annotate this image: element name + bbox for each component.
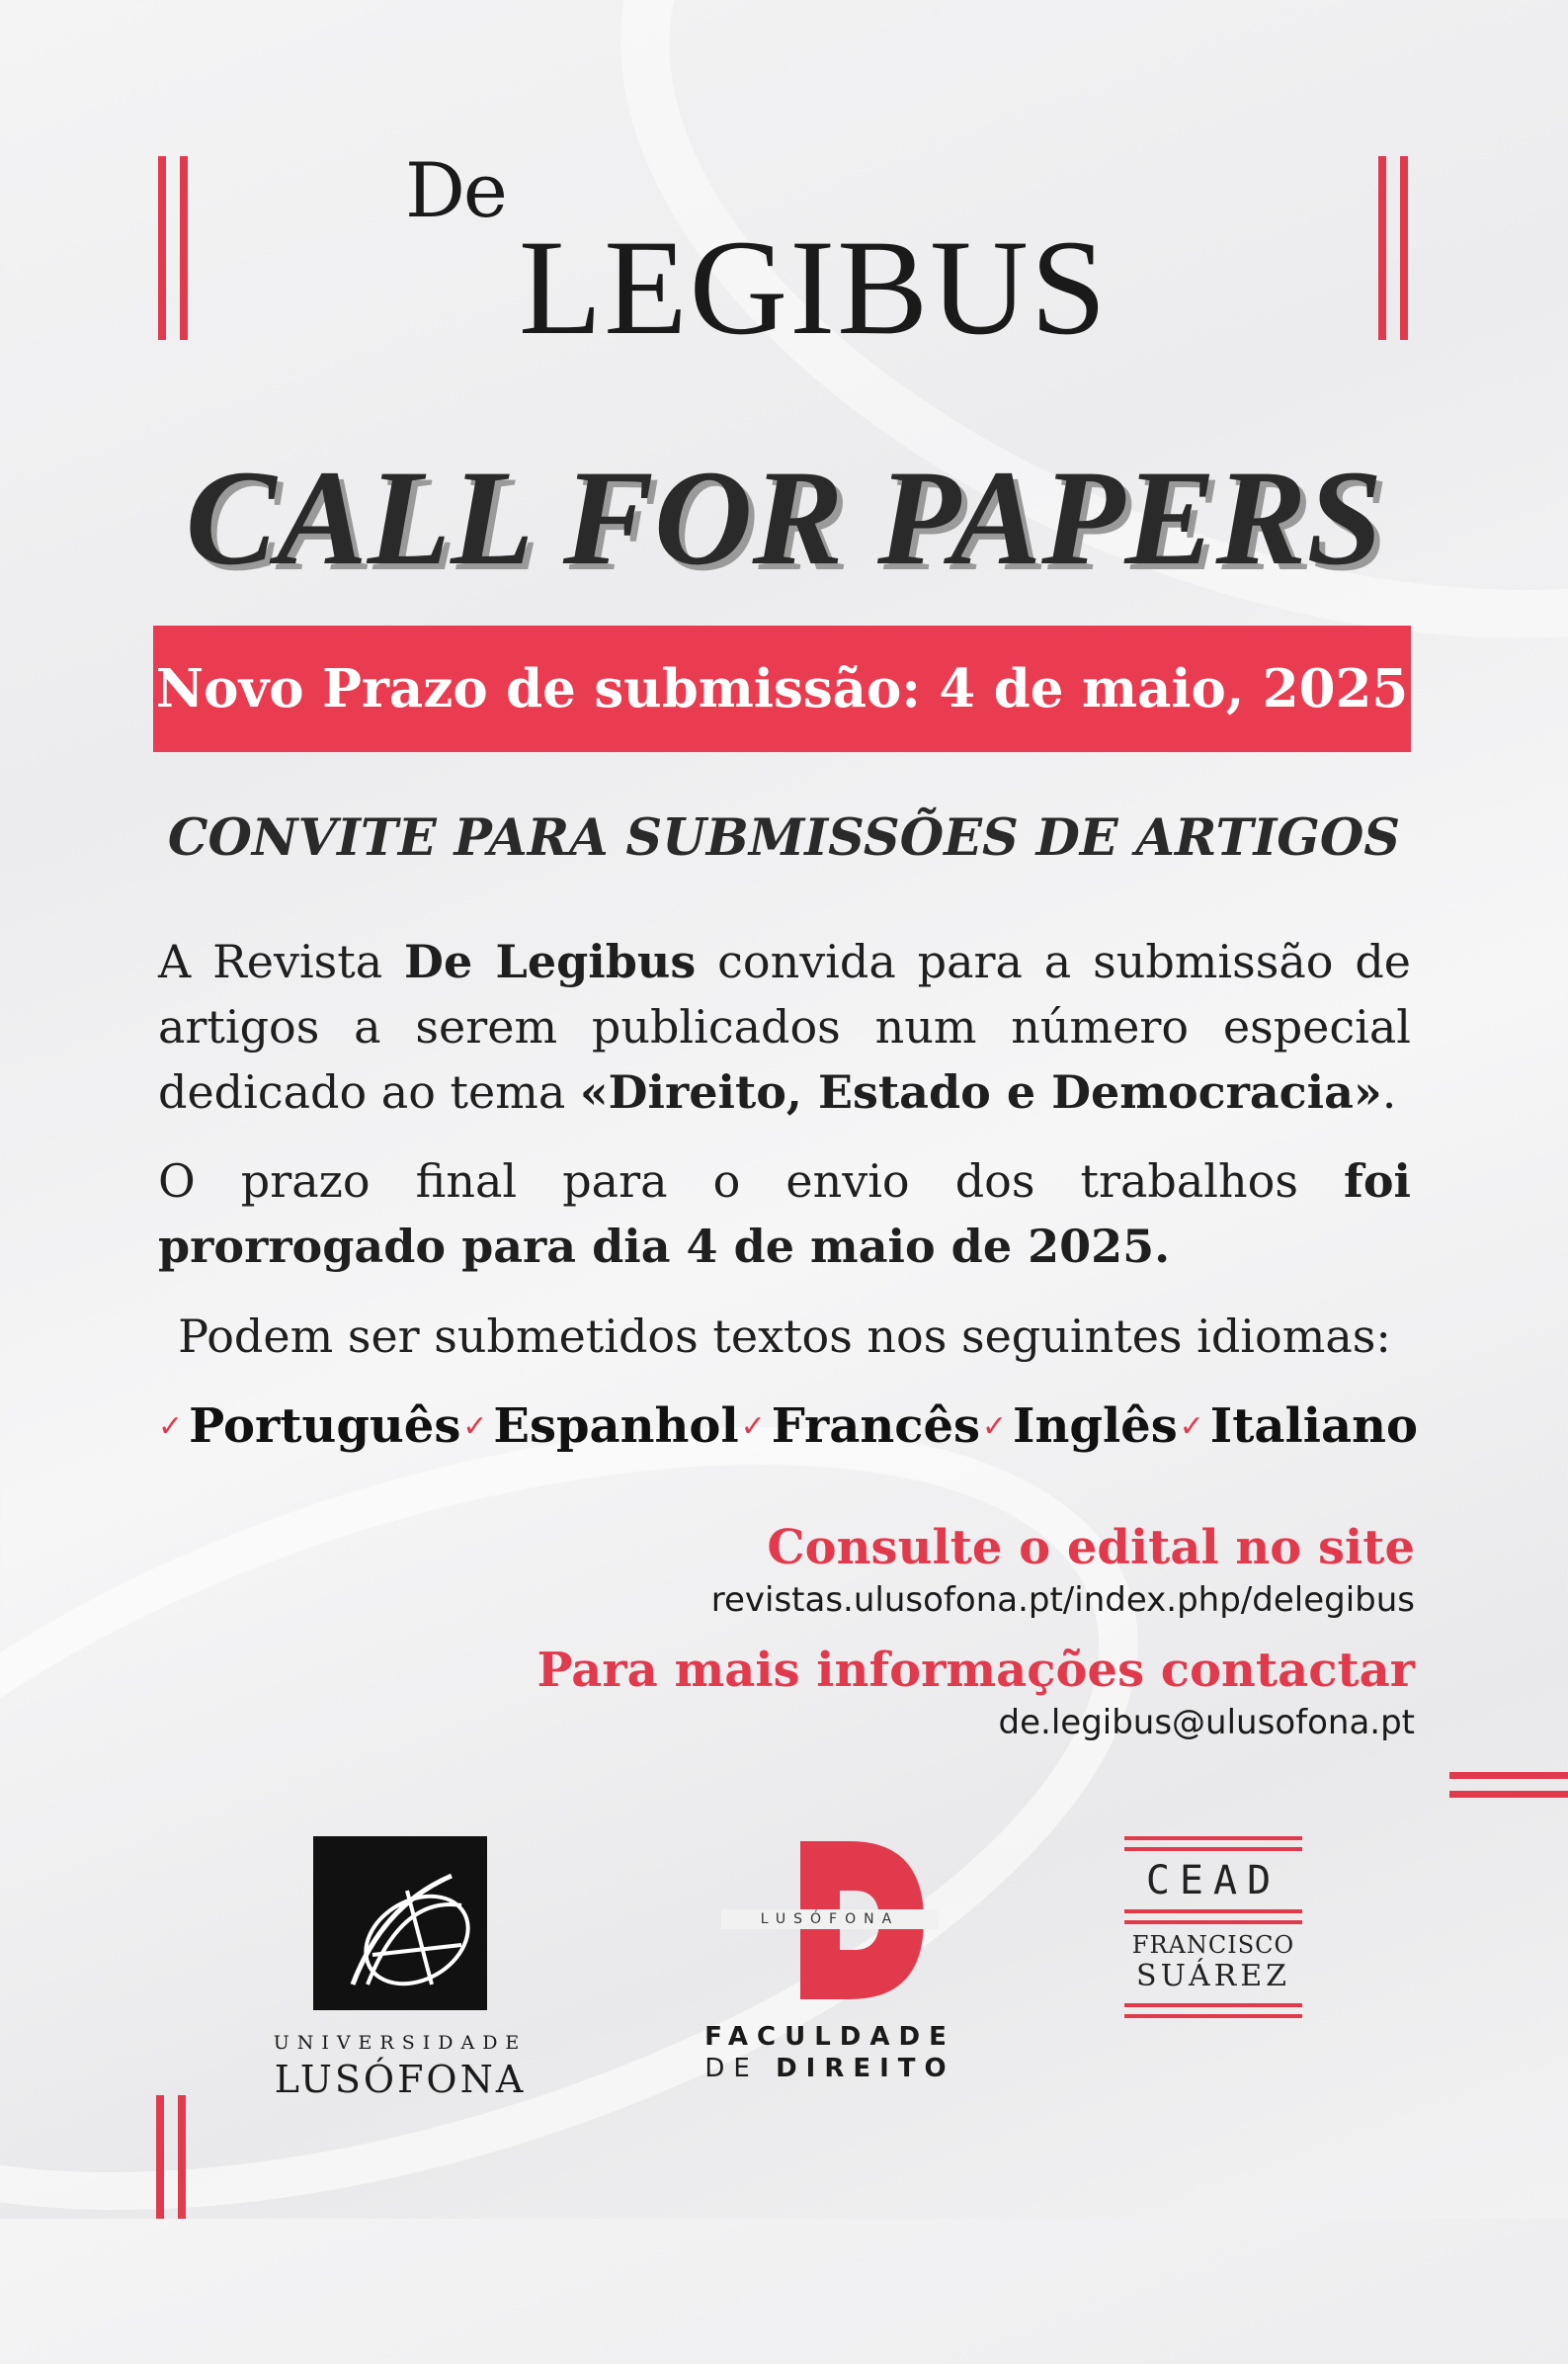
paragraph-invitation <box>158 929 1411 1125</box>
text-fragment: A Revista <box>158 935 405 988</box>
logo-text: SUÁREZ <box>1136 1959 1290 1993</box>
subtitle: CONVITE PARA SUBMISSÕES DE ARTIGOS <box>167 808 1401 868</box>
consult-heading: Consulte o edital no site <box>767 1520 1415 1575</box>
text-fragment: dedicado ao tema <box>158 1065 580 1119</box>
language-item <box>462 1398 738 1454</box>
deadline-label: Novo Prazo de submissão: <box>155 658 921 719</box>
logo-small-text: LUSÓFONA <box>760 1911 900 1927</box>
email-link[interactable]: de.legibus@ulusofona.pt <box>998 1702 1415 1742</box>
universidade-lusofona-logo <box>262 1836 538 2101</box>
paragraph-deadline <box>158 1148 1411 1279</box>
logo-text <box>672 2054 988 2083</box>
deadline-banner <box>153 626 1411 752</box>
red-bars-bottom-left <box>156 2095 186 2219</box>
logo-text-part: DIREITO <box>776 2054 955 2083</box>
contact-block <box>536 1645 1415 1742</box>
contact-heading: Para mais informações contactar <box>536 1643 1415 1698</box>
deadline-date: 4 de maio, 2025 <box>939 658 1409 719</box>
consult-block <box>711 1522 1415 1620</box>
faculdade-direito-logo <box>672 1836 988 2083</box>
text-fragment: O prazo final para o envio dos trabalhos <box>158 1154 1345 1208</box>
red-bars-top-left <box>158 156 188 340</box>
website-link[interactable]: revistas.ulusofona.pt/index.php/delegibus <box>710 1579 1415 1620</box>
text-fragment: . <box>1381 1065 1397 1119</box>
language-label: Inglês <box>1013 1398 1178 1454</box>
language-item <box>741 1398 980 1454</box>
logo-text: FRANCISCO <box>1131 1931 1295 1959</box>
logo-text: LUSÓFONA <box>274 2058 527 2101</box>
text-fragment: convida para a submissão de artigos a serem publicados num número especial <box>158 935 1411 1054</box>
logo-bars <box>1124 1909 1302 1924</box>
theme: «Direito, Estado e Democracia» <box>579 1065 1382 1119</box>
languages-intro: Podem ser submetidos textos nos seguintes idiomas: <box>178 1309 1391 1363</box>
journal-title-legibus: LEGIBUS <box>519 211 1109 363</box>
language-item <box>158 1398 460 1454</box>
logo-text: CEAD <box>1145 1858 1281 1903</box>
logo-bars <box>1124 1836 1302 1851</box>
journal-title-de: De <box>405 146 506 234</box>
journal-name: De Legibus <box>404 935 697 988</box>
language-label: Italiano <box>1209 1398 1418 1454</box>
language-item <box>982 1398 1178 1454</box>
logo-text: UNIVERSIDADE <box>273 2032 528 2054</box>
language-label: Francês <box>771 1398 981 1454</box>
red-bars-right <box>1449 1772 1568 1798</box>
headline: CALL FOR PAPERS <box>185 442 1383 593</box>
cead-francisco-suarez-logo <box>1124 1836 1302 2025</box>
check-icon: ✓ <box>981 1408 1008 1444</box>
deadline-extension: foi prorrogado para dia 4 de maio de 2025. <box>158 1154 1411 1273</box>
check-icon: ✓ <box>740 1408 766 1444</box>
check-icon: ✓ <box>158 1408 184 1444</box>
logo-text: FACULDADE <box>704 2022 955 2052</box>
logo-text-part: DE <box>704 2054 777 2083</box>
paragraph-last-line <box>158 1059 1411 1125</box>
logo-bars <box>1124 2003 1302 2018</box>
red-bars-top-right <box>1378 156 1408 340</box>
languages-list <box>158 1398 1418 1454</box>
check-icon: ✓ <box>1179 1408 1204 1444</box>
globe-icon <box>313 1836 487 2010</box>
check-icon: ✓ <box>462 1408 488 1444</box>
language-label: Espanhol <box>493 1398 739 1454</box>
language-label: Português <box>189 1398 461 1454</box>
language-item <box>1180 1398 1418 1454</box>
